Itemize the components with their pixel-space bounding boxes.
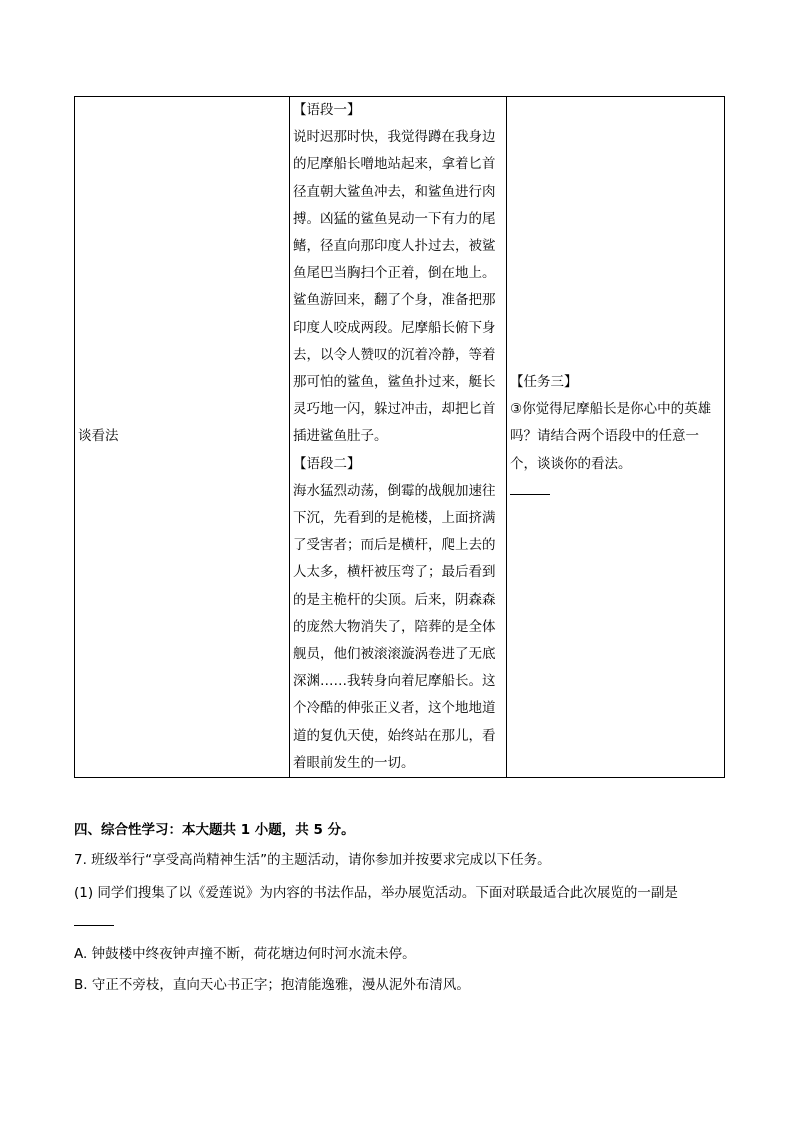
passage2-heading: 【语段二】 [293, 455, 361, 472]
row-label-cell [75, 97, 290, 778]
passages-cell [290, 97, 507, 778]
task-heading: 【任务三】 [510, 374, 578, 391]
question-7-1: (1) 同学们搜集了以《爱莲说》为内容的书法作品，举办展览活动。下面对联最适合此次展览的一副是 [74, 885, 678, 901]
row-label: 谈看法 [78, 428, 119, 445]
question-7: 7. 班级举行“享受高尚精神生活”的主题活动，请你参加并按要求完成以下任务。 [74, 852, 551, 868]
task-cell [507, 97, 725, 778]
passage2-text: 海水猛烈动荡，倒霉的战舰加速往下沉，先看到的是桅楼，上面挤满了受害者；而后是横杆，爬上去的人太多，横杆被压弯了；最后看到的是主桅杆的尖顶。后来，阴森森的庞然大物消失了，陪葬的是全体舰员，他们被滚滚漩涡卷进了无底深渊……我转身向着尼摩船长。这个冷酷的伸张正义者，这个地地道道的复仇天使，始终站在那儿，看着眼前发生的一切。 [293, 482, 496, 771]
task-text: ③你觉得尼摩船长是你心中的英雄吗？请结合两个语段中的任意一个，谈谈你的看法。 [510, 401, 712, 472]
passage1-text: 说时迟那时快，我觉得蹲在我身边的尼摩船长噌地站起来，拿着匕首径直朝大鲨鱼冲去，和鲨鱼进行肉搏。凶猛的鲨鱼晃动一下有力的尾鳍，径直向那印度人扑过去，被鲨鱼尾巴当胸扫个正着，倒在地上。鲨鱼游回来，翻了个身，准备把那印度人咬成两段。尼摩船长俯下身去，以令人赞叹的沉着冷静，等着那可怕的鲨鱼，鲨鱼扑过来，艇长灵巧地一闪，躲过冲击，却把匕首插进鲨鱼肚子。 [293, 129, 496, 445]
table-row [75, 97, 725, 778]
passage1-heading: 【语段一】 [293, 102, 361, 118]
option-b: B. 守正不旁枝，直向天心书正字；抱清能逸雅，漫从泥外布清风。 [74, 977, 470, 993]
question-table [74, 96, 725, 778]
option-a: A. 钟鼓楼中终夜钟声撞不断，荷花塘边何时河水流未停。 [74, 946, 416, 962]
answer-blank-line[interactable] [74, 925, 114, 926]
answer-blank[interactable] [510, 480, 550, 495]
section-title: 四、综合性学习：本大题共 1 小题，共 5 分。 [74, 822, 355, 838]
